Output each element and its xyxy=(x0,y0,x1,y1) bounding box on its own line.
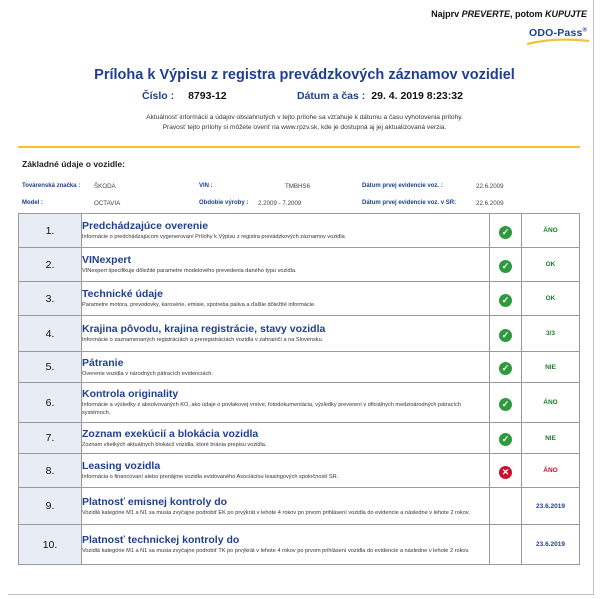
check-description xyxy=(82,454,490,488)
check-description xyxy=(82,525,490,565)
check-icon: ✓ xyxy=(499,260,512,273)
number-value: 8793-12 xyxy=(188,90,227,102)
check-number: 10. xyxy=(19,525,82,565)
first-reg-label: Dátum prvej evidencie voz. : xyxy=(362,183,443,189)
check-row xyxy=(19,383,580,423)
check-number: 7. xyxy=(19,423,82,454)
document-datetime xyxy=(297,90,463,102)
check-title: Platnosť emisnej kontroly do xyxy=(82,495,228,508)
logo-text: ODO-Pass xyxy=(529,27,583,39)
check-row xyxy=(19,214,580,248)
check-text: Vozidlá kategórie M1 a N1 sa musia zvyčajne podrobiť TK po prvýkrát v lehote 4 rokov po prvom prihlásení vozidla do evidencie a následne v lehote 2 rokov. xyxy=(82,548,470,554)
number-label: Číslo : xyxy=(142,90,175,102)
check-status: NIE xyxy=(522,423,580,454)
odo-pass-logo xyxy=(525,24,591,46)
check-title: Krajina pôvodu, krajina registrácie, stavy vozidla xyxy=(82,323,326,335)
check-title: Zoznam exekúcií a blokácia vozidla xyxy=(82,427,259,440)
check-number: 3. xyxy=(19,282,82,316)
model-label: Model : xyxy=(22,200,43,206)
check-row xyxy=(19,352,580,383)
check-title: Technické údaje xyxy=(82,288,163,300)
check-row xyxy=(19,423,580,454)
tagline-word2: KUPUJTE xyxy=(544,9,587,19)
check-description xyxy=(82,282,490,316)
check-title: Kontrola originality xyxy=(82,388,179,400)
check-status: 23.6.2019 xyxy=(522,488,580,525)
check-icon-cell xyxy=(490,488,522,525)
tagline-prefix: Najprv xyxy=(431,9,460,19)
check-icon: ✓ xyxy=(499,362,512,375)
checks-table xyxy=(18,213,580,565)
check-text: Informácie o zaznamenaných registráciách a preregistráciách vozidla v zahraničí a na Slovensku. xyxy=(82,337,324,343)
header-tagline xyxy=(431,9,587,19)
check-number: 8. xyxy=(19,454,82,488)
check-icon: ✓ xyxy=(499,433,512,446)
check-status: ÁNO xyxy=(522,383,580,423)
check-icon-cell xyxy=(490,525,522,565)
intro-line-2: Pravosť tejto prílohy si môžete overiť na www.rpzv.sk, kde je dostupná aj jej aktualizovaná verzia. xyxy=(162,124,447,131)
check-number: 1. xyxy=(19,214,82,248)
check-text: VINexpert špecifikuje dôležité parametre modelového prevedenia daného typu vozidla. xyxy=(82,268,297,274)
check-status: OK xyxy=(522,282,580,316)
production-value: 2.2009 - 7.2009 xyxy=(258,200,302,207)
check-icon-cell xyxy=(490,423,522,454)
check-row xyxy=(19,454,580,488)
check-number: 4. xyxy=(19,316,82,352)
check-text: Informácie a výsledky z absolvovaných KO, ako údaje o povlakovej vrstve, fotodokumentácia, výsledky preverení v oficiálnych medzinárodných pátracích systémoch. xyxy=(82,402,462,416)
check-icon-cell xyxy=(490,454,522,488)
check-number: 6. xyxy=(19,383,82,423)
check-description xyxy=(82,352,490,383)
check-title: Pátranie xyxy=(82,356,124,369)
check-status: 23.6.2019 xyxy=(522,525,580,565)
check-row xyxy=(19,525,580,565)
check-description xyxy=(82,488,490,525)
production-label: Obdobie výroby : xyxy=(199,200,249,206)
document-title: Príloha k Výpisu z registra prevádzkových záznamov vozidiel xyxy=(94,67,515,83)
brand-label: Továrenská značka : xyxy=(22,183,81,189)
cross-icon: ✕ xyxy=(499,466,512,479)
check-icon-cell xyxy=(490,214,522,248)
intro-text xyxy=(0,113,609,133)
check-row xyxy=(19,248,580,282)
check-icon-cell xyxy=(490,316,522,352)
check-number: 5. xyxy=(19,352,82,383)
check-icon-cell xyxy=(490,383,522,423)
check-row xyxy=(19,488,580,525)
check-icon: ✓ xyxy=(499,329,512,342)
check-number: 2. xyxy=(19,248,82,282)
check-text: Parametre motora, prevodovky, karosérie, emisie, spotreba paliva a ďalšie dôležité informácie. xyxy=(82,302,316,308)
check-icon: ✓ xyxy=(499,294,512,307)
check-text: Overenie vozidla v národných pátracích evidenciách. xyxy=(82,370,213,377)
check-status: OK xyxy=(522,248,580,282)
check-status: NIE xyxy=(522,352,580,383)
tagline-word1: PREVERTE xyxy=(461,9,510,19)
first-reg-value: 22.6.2009 xyxy=(476,183,504,190)
intro-line-1: Aktuálnosť informácií a údajov obsiahnutých v tejto prílohe sa vzťahuje k dátumu a času vyhotovenia prílohy. xyxy=(146,114,463,121)
check-status: ÁNO xyxy=(522,214,580,248)
check-description xyxy=(82,214,490,248)
check-icon: ✓ xyxy=(499,226,512,239)
check-text: Informácia o financovaní alebo prenájme vozidla evidovaného Asociáciou leasingových spoločností SR. xyxy=(82,474,339,480)
first-reg-sr-value: 22.6.2009 xyxy=(476,200,504,207)
logo-swoosh-icon xyxy=(525,38,591,46)
vin-value: TMBHS6 xyxy=(285,183,311,190)
check-text: Informácie o predchádzajúcom vygenerovaní Prílohy k Výpisu z registra prevádzkových záznamov vozidla xyxy=(82,234,345,240)
check-title: Platnosť technickej kontroly do xyxy=(82,534,240,546)
tagline-mid: , potom xyxy=(509,9,543,19)
basic-info-title: Základné údaje o vozidle: xyxy=(22,159,125,169)
check-icon: ✓ xyxy=(499,398,512,411)
first-reg-sr-label: Dátum prvej evidencie voz. v SR: xyxy=(362,200,457,206)
header-separator xyxy=(18,146,580,148)
check-icon-cell xyxy=(490,282,522,316)
datetime-value: 29. 4. 2019 8:23:32 xyxy=(371,90,463,102)
model-value: OCTAVIA xyxy=(94,200,121,207)
check-description xyxy=(82,383,490,423)
brand-value: ŠKODA xyxy=(94,183,116,190)
datetime-label: Dátum a čas : xyxy=(297,90,366,102)
check-text: Zoznam všetkých aktuálnych blokácií vozidla, ktoré bránia prepisu vozidla. xyxy=(82,441,267,448)
check-row xyxy=(19,282,580,316)
check-row xyxy=(19,316,580,352)
document-number xyxy=(142,90,227,102)
check-status: ÁNO xyxy=(522,454,580,488)
check-icon-cell xyxy=(490,248,522,282)
check-description xyxy=(82,423,490,454)
check-description xyxy=(82,316,490,352)
check-title: Leasing vozidla xyxy=(82,460,161,472)
check-number: 9. xyxy=(19,488,82,525)
vin-label: VIN : xyxy=(199,183,213,189)
logo-mark: ® xyxy=(582,27,588,34)
check-text: Vozidlá kategórie M1 a N1 sa musia zvyčajne podrobiť EK po prvýkrát v lehote 4 rokov po prvom prihlásení vozidla do evidencie a následne v lehote 2 rokov. xyxy=(82,509,470,516)
check-title: VINexpert xyxy=(82,254,132,266)
check-description xyxy=(82,248,490,282)
check-title: Predchádzajúce overenie xyxy=(82,220,209,232)
check-icon-cell xyxy=(490,352,522,383)
check-status: 3/3 xyxy=(522,316,580,352)
